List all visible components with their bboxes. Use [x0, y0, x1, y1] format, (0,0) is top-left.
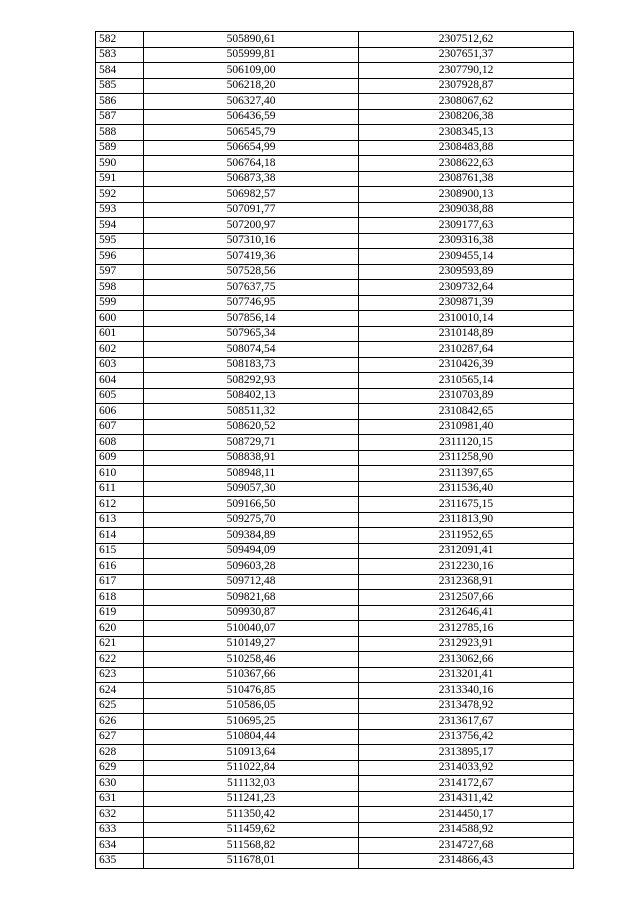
y-coordinate-cell: 2314033,92 — [359, 760, 574, 776]
x-coordinate-cell: 509494,09 — [144, 543, 359, 559]
y-coordinate-cell: 2308900,13 — [359, 187, 574, 203]
y-coordinate-cell: 2311536,40 — [359, 481, 574, 497]
point-number-cell: 621 — [96, 636, 144, 652]
x-coordinate-cell: 508292,93 — [144, 373, 359, 389]
point-number-cell: 616 — [96, 559, 144, 575]
point-number-cell: 592 — [96, 187, 144, 203]
table-row — [96, 156, 574, 172]
x-coordinate-cell: 508511,32 — [144, 404, 359, 420]
y-coordinate-cell: 2313201,41 — [359, 667, 574, 683]
y-coordinate-cell: 2310703,89 — [359, 388, 574, 404]
y-coordinate-cell: 2308067,62 — [359, 94, 574, 110]
point-number-cell: 620 — [96, 621, 144, 637]
table-row — [96, 218, 574, 234]
table-row — [96, 683, 574, 699]
point-number-cell: 631 — [96, 791, 144, 807]
point-number-cell: 585 — [96, 78, 144, 94]
table-row — [96, 481, 574, 497]
x-coordinate-cell: 506109,00 — [144, 63, 359, 79]
x-coordinate-cell: 507310,16 — [144, 233, 359, 249]
point-number-cell: 590 — [96, 156, 144, 172]
point-number-cell: 632 — [96, 807, 144, 823]
y-coordinate-cell: 2313478,92 — [359, 698, 574, 714]
point-number-cell: 606 — [96, 404, 144, 420]
table-row — [96, 187, 574, 203]
x-coordinate-cell: 506764,18 — [144, 156, 359, 172]
x-coordinate-cell: 506654,99 — [144, 140, 359, 156]
point-number-cell: 602 — [96, 342, 144, 358]
table-row — [96, 171, 574, 187]
x-coordinate-cell: 510149,27 — [144, 636, 359, 652]
table-row — [96, 419, 574, 435]
point-number-cell: 622 — [96, 652, 144, 668]
table-row — [96, 32, 574, 48]
y-coordinate-cell: 2307512,62 — [359, 32, 574, 48]
table-row — [96, 714, 574, 730]
x-coordinate-cell: 511459,62 — [144, 822, 359, 838]
x-coordinate-cell: 511678,01 — [144, 853, 359, 869]
y-coordinate-cell: 2309455,14 — [359, 249, 574, 265]
y-coordinate-cell: 2313895,17 — [359, 745, 574, 761]
table-row — [96, 807, 574, 823]
y-coordinate-cell: 2312507,66 — [359, 590, 574, 606]
table-row — [96, 311, 574, 327]
point-number-cell: 623 — [96, 667, 144, 683]
x-coordinate-cell: 506436,59 — [144, 109, 359, 125]
x-coordinate-cell: 511241,23 — [144, 791, 359, 807]
x-coordinate-cell: 508074,54 — [144, 342, 359, 358]
point-number-cell: 604 — [96, 373, 144, 389]
x-coordinate-cell: 506327,40 — [144, 94, 359, 110]
table-row — [96, 667, 574, 683]
x-coordinate-cell: 510586,05 — [144, 698, 359, 714]
point-number-cell: 601 — [96, 326, 144, 342]
x-coordinate-cell: 509384,89 — [144, 528, 359, 544]
table-row — [96, 202, 574, 218]
y-coordinate-cell: 2313617,67 — [359, 714, 574, 730]
table-row — [96, 590, 574, 606]
y-coordinate-cell: 2312230,16 — [359, 559, 574, 575]
coordinates-table-body — [96, 32, 574, 869]
x-coordinate-cell: 509603,28 — [144, 559, 359, 575]
point-number-cell: 608 — [96, 435, 144, 451]
point-number-cell: 612 — [96, 497, 144, 513]
x-coordinate-cell: 508948,11 — [144, 466, 359, 482]
table-row — [96, 729, 574, 745]
x-coordinate-cell: 508183,73 — [144, 357, 359, 373]
point-number-cell: 605 — [96, 388, 144, 404]
y-coordinate-cell: 2311258,90 — [359, 450, 574, 466]
point-number-cell: 609 — [96, 450, 144, 466]
point-number-cell: 610 — [96, 466, 144, 482]
table-row — [96, 109, 574, 125]
y-coordinate-cell: 2314866,43 — [359, 853, 574, 869]
point-number-cell: 607 — [96, 419, 144, 435]
table-row — [96, 745, 574, 761]
x-coordinate-cell: 509930,87 — [144, 605, 359, 621]
point-number-cell: 591 — [96, 171, 144, 187]
table-row — [96, 698, 574, 714]
x-coordinate-cell: 509166,50 — [144, 497, 359, 513]
x-coordinate-cell: 508838,91 — [144, 450, 359, 466]
table-row — [96, 652, 574, 668]
table-row — [96, 776, 574, 792]
point-number-cell: 634 — [96, 838, 144, 854]
table-row — [96, 125, 574, 141]
point-number-cell: 629 — [96, 760, 144, 776]
x-coordinate-cell: 511132,03 — [144, 776, 359, 792]
y-coordinate-cell: 2308206,38 — [359, 109, 574, 125]
y-coordinate-cell: 2307928,87 — [359, 78, 574, 94]
x-coordinate-cell: 510476,85 — [144, 683, 359, 699]
y-coordinate-cell: 2309038,88 — [359, 202, 574, 218]
table-row — [96, 249, 574, 265]
point-number-cell: 588 — [96, 125, 144, 141]
y-coordinate-cell: 2312368,91 — [359, 574, 574, 590]
point-number-cell: 583 — [96, 47, 144, 63]
point-number-cell: 582 — [96, 32, 144, 48]
y-coordinate-cell: 2310287,64 — [359, 342, 574, 358]
point-number-cell: 594 — [96, 218, 144, 234]
table-row — [96, 838, 574, 854]
table-row — [96, 497, 574, 513]
point-number-cell: 603 — [96, 357, 144, 373]
y-coordinate-cell: 2311952,65 — [359, 528, 574, 544]
x-coordinate-cell: 509057,30 — [144, 481, 359, 497]
x-coordinate-cell: 510258,46 — [144, 652, 359, 668]
y-coordinate-cell: 2313340,16 — [359, 683, 574, 699]
x-coordinate-cell: 507746,95 — [144, 295, 359, 311]
point-number-cell: 630 — [96, 776, 144, 792]
table-row — [96, 295, 574, 311]
table-row — [96, 63, 574, 79]
x-coordinate-cell: 509712,48 — [144, 574, 359, 590]
table-row — [96, 621, 574, 637]
x-coordinate-cell: 510367,66 — [144, 667, 359, 683]
table-row — [96, 853, 574, 869]
point-number-cell: 625 — [96, 698, 144, 714]
y-coordinate-cell: 2308761,38 — [359, 171, 574, 187]
point-number-cell: 618 — [96, 590, 144, 606]
point-number-cell: 614 — [96, 528, 144, 544]
table-row — [96, 264, 574, 280]
table-row — [96, 559, 574, 575]
x-coordinate-cell: 505890,61 — [144, 32, 359, 48]
table-row — [96, 574, 574, 590]
table-row — [96, 78, 574, 94]
table-row — [96, 388, 574, 404]
y-coordinate-cell: 2312923,91 — [359, 636, 574, 652]
x-coordinate-cell: 507637,75 — [144, 280, 359, 296]
point-number-cell: 598 — [96, 280, 144, 296]
y-coordinate-cell: 2313756,42 — [359, 729, 574, 745]
x-coordinate-cell: 511350,42 — [144, 807, 359, 823]
y-coordinate-cell: 2307790,12 — [359, 63, 574, 79]
table-row — [96, 94, 574, 110]
y-coordinate-cell: 2309316,38 — [359, 233, 574, 249]
x-coordinate-cell: 506982,57 — [144, 187, 359, 203]
point-number-cell: 635 — [96, 853, 144, 869]
y-coordinate-cell: 2309732,64 — [359, 280, 574, 296]
point-number-cell: 633 — [96, 822, 144, 838]
x-coordinate-cell: 505999,81 — [144, 47, 359, 63]
table-row — [96, 233, 574, 249]
table-row — [96, 47, 574, 63]
x-coordinate-cell: 510695,25 — [144, 714, 359, 730]
table-row — [96, 543, 574, 559]
point-number-cell: 617 — [96, 574, 144, 590]
point-number-cell: 597 — [96, 264, 144, 280]
point-number-cell: 596 — [96, 249, 144, 265]
y-coordinate-cell: 2313062,66 — [359, 652, 574, 668]
x-coordinate-cell: 509821,68 — [144, 590, 359, 606]
table-row — [96, 373, 574, 389]
y-coordinate-cell: 2309177,63 — [359, 218, 574, 234]
point-number-cell: 611 — [96, 481, 144, 497]
point-number-cell: 586 — [96, 94, 144, 110]
point-number-cell: 615 — [96, 543, 144, 559]
y-coordinate-cell: 2314311,42 — [359, 791, 574, 807]
x-coordinate-cell: 510913,64 — [144, 745, 359, 761]
point-number-cell: 619 — [96, 605, 144, 621]
x-coordinate-cell: 507200,97 — [144, 218, 359, 234]
x-coordinate-cell: 509275,70 — [144, 512, 359, 528]
x-coordinate-cell: 507419,36 — [144, 249, 359, 265]
y-coordinate-cell: 2309871,39 — [359, 295, 574, 311]
y-coordinate-cell: 2310565,14 — [359, 373, 574, 389]
y-coordinate-cell: 2310010,14 — [359, 311, 574, 327]
point-number-cell: 626 — [96, 714, 144, 730]
y-coordinate-cell: 2310981,40 — [359, 419, 574, 435]
y-coordinate-cell: 2308483,88 — [359, 140, 574, 156]
table-row — [96, 791, 574, 807]
point-number-cell: 593 — [96, 202, 144, 218]
y-coordinate-cell: 2314450,17 — [359, 807, 574, 823]
table-row — [96, 760, 574, 776]
table-row — [96, 466, 574, 482]
table-row — [96, 404, 574, 420]
point-number-cell: 627 — [96, 729, 144, 745]
x-coordinate-cell: 511022,84 — [144, 760, 359, 776]
y-coordinate-cell: 2310148,89 — [359, 326, 574, 342]
y-coordinate-cell: 2310842,65 — [359, 404, 574, 420]
y-coordinate-cell: 2314588,92 — [359, 822, 574, 838]
table-row — [96, 140, 574, 156]
point-number-cell: 595 — [96, 233, 144, 249]
x-coordinate-cell: 507091,77 — [144, 202, 359, 218]
table-row — [96, 822, 574, 838]
y-coordinate-cell: 2311675,15 — [359, 497, 574, 513]
y-coordinate-cell: 2308345,13 — [359, 125, 574, 141]
point-number-cell: 587 — [96, 109, 144, 125]
x-coordinate-cell: 508729,71 — [144, 435, 359, 451]
point-number-cell: 600 — [96, 311, 144, 327]
y-coordinate-cell: 2312646,41 — [359, 605, 574, 621]
y-coordinate-cell: 2311120,15 — [359, 435, 574, 451]
y-coordinate-cell: 2310426,39 — [359, 357, 574, 373]
point-number-cell: 613 — [96, 512, 144, 528]
y-coordinate-cell: 2307651,37 — [359, 47, 574, 63]
table-row — [96, 326, 574, 342]
point-number-cell: 628 — [96, 745, 144, 761]
x-coordinate-cell: 506873,38 — [144, 171, 359, 187]
y-coordinate-cell: 2309593,89 — [359, 264, 574, 280]
table-row — [96, 450, 574, 466]
x-coordinate-cell: 508402,13 — [144, 388, 359, 404]
x-coordinate-cell: 510040,07 — [144, 621, 359, 637]
point-number-cell: 624 — [96, 683, 144, 699]
y-coordinate-cell: 2314727,68 — [359, 838, 574, 854]
coordinates-table — [95, 31, 574, 869]
table-row — [96, 342, 574, 358]
y-coordinate-cell: 2314172,67 — [359, 776, 574, 792]
table-row — [96, 636, 574, 652]
y-coordinate-cell: 2311813,90 — [359, 512, 574, 528]
x-coordinate-cell: 507856,14 — [144, 311, 359, 327]
y-coordinate-cell: 2308622,63 — [359, 156, 574, 172]
x-coordinate-cell: 506218,20 — [144, 78, 359, 94]
x-coordinate-cell: 511568,82 — [144, 838, 359, 854]
table-row — [96, 512, 574, 528]
y-coordinate-cell: 2312091,41 — [359, 543, 574, 559]
x-coordinate-cell: 506545,79 — [144, 125, 359, 141]
table-row — [96, 528, 574, 544]
x-coordinate-cell: 507965,34 — [144, 326, 359, 342]
point-number-cell: 599 — [96, 295, 144, 311]
table-row — [96, 357, 574, 373]
table-row — [96, 280, 574, 296]
y-coordinate-cell: 2312785,16 — [359, 621, 574, 637]
x-coordinate-cell: 507528,56 — [144, 264, 359, 280]
point-number-cell: 584 — [96, 63, 144, 79]
x-coordinate-cell: 510804,44 — [144, 729, 359, 745]
table-row — [96, 605, 574, 621]
y-coordinate-cell: 2311397,65 — [359, 466, 574, 482]
point-number-cell: 589 — [96, 140, 144, 156]
table-row — [96, 435, 574, 451]
x-coordinate-cell: 508620,52 — [144, 419, 359, 435]
